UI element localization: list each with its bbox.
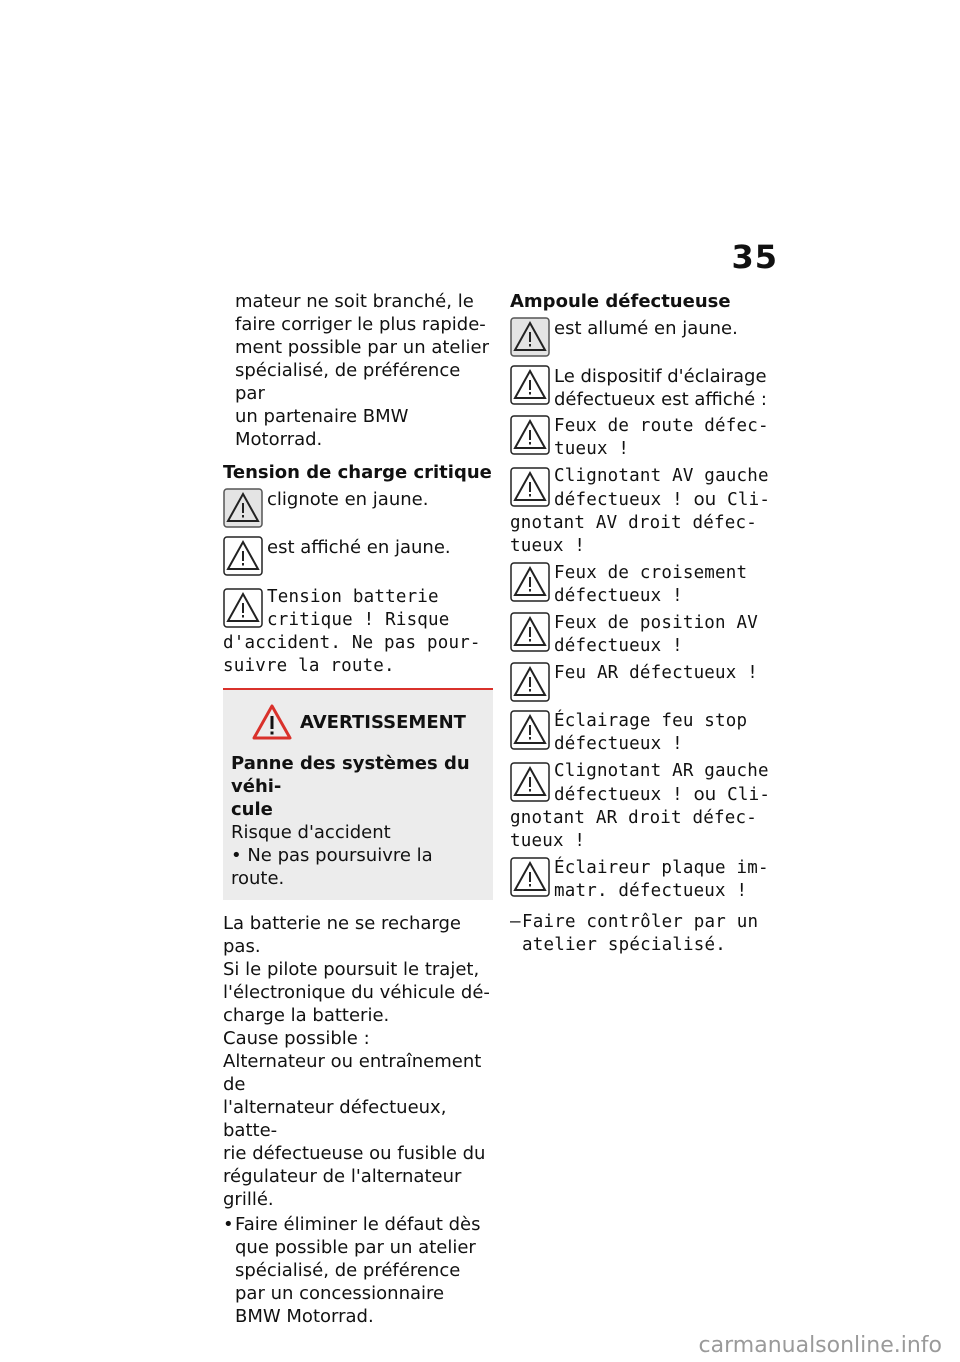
warning-display-icon: [510, 612, 550, 652]
display-message: [510, 612, 782, 658]
indicator-text: est affiché en jaune.: [267, 537, 451, 558]
text-line: BMW Motorrad.: [235, 1306, 374, 1327]
warning-action: • Ne pas poursuivre la route.: [231, 845, 433, 889]
text-line: l'alternateur défectueux, batte-: [223, 1097, 447, 1141]
message-line: Éclaireur plaque im-: [554, 858, 769, 878]
danger-triangle-icon: [252, 704, 292, 740]
indicator-row: [510, 317, 782, 361]
warning-display-icon: [223, 588, 263, 628]
warning-display-icon: [510, 467, 550, 507]
text-line: faire corriger le plus rapide-: [235, 314, 486, 335]
message-line: Clignotant AR gauche: [554, 761, 769, 781]
bullet-icon: •: [223, 1214, 234, 1235]
text-line: Alternateur ou entraînement de: [223, 1051, 482, 1095]
warning-display-icon: [510, 365, 550, 405]
text-line: Faire contrôler par un: [522, 912, 759, 932]
cause-label: Cause possible :: [223, 1028, 370, 1049]
dash-icon: –: [510, 912, 521, 932]
text-line: La batterie ne se recharge pas.: [223, 913, 461, 957]
text-line: cule: [231, 799, 273, 820]
message-line: Tension batterie: [267, 587, 439, 607]
indicator-text: clignote en jaune.: [267, 489, 429, 510]
message-line: Feu AR défectueux !: [554, 663, 758, 683]
text-line: ment possible par un atelier: [235, 337, 489, 358]
message-line: Éclairage feu stop: [554, 711, 748, 731]
warning-display-icon: [510, 415, 550, 455]
text-line: que possible par un atelier: [235, 1237, 476, 1258]
message-line: défectueux !: [554, 636, 683, 656]
warning-risk: Risque d'accident: [231, 822, 391, 843]
text-line: Faire éliminer le défaut dès: [235, 1214, 481, 1235]
warning-display-icon: [510, 662, 550, 702]
bullet-text: [235, 1213, 480, 1328]
text-line: défectueux est affiché :: [554, 389, 767, 410]
message-line: critique ! Risque: [267, 610, 450, 630]
display-row: [510, 365, 782, 411]
body-paragraph: [223, 912, 493, 1211]
action-text: [522, 911, 758, 957]
left-column: [223, 290, 493, 1328]
text-line: atelier spécialisé.: [522, 935, 726, 955]
text-line: charge la batterie.: [223, 1005, 390, 1026]
display-message: [510, 760, 782, 853]
message-line: défectueux !: [554, 734, 683, 754]
message-line: tueux !: [510, 831, 586, 851]
indicator-text: est allumé en jaune.: [554, 318, 738, 339]
text-line: un partenaire BMW Motorrad.: [235, 406, 409, 450]
warning-display-icon: [510, 762, 550, 802]
section-heading: Tension de charge critique: [223, 462, 492, 483]
or-connector: ou: [693, 784, 717, 805]
display-message: [510, 662, 782, 706]
message-line: Feux de croisement: [554, 563, 748, 583]
text-line: l'électronique du véhicule dé-: [223, 982, 490, 1003]
text-line: par un concessionnaire: [235, 1283, 445, 1304]
warning-display-icon: [510, 710, 550, 750]
warning-display-icon: [510, 857, 550, 897]
display-message: [510, 710, 782, 756]
warning-display-icon: [510, 562, 550, 602]
text-line: mateur ne soit branché, le: [235, 291, 474, 312]
message-text: défectueux !: [554, 490, 683, 510]
or-connector: ou: [693, 489, 717, 510]
message-line: défectueux !: [554, 586, 683, 606]
indicator-row: [223, 488, 493, 532]
text-line: Si le pilote poursuit le trajet,: [223, 959, 480, 980]
message-line: Feux de route défec-: [554, 416, 769, 436]
text-line: spécialisé, de préférence: [235, 1260, 461, 1281]
bullet-item: [223, 1213, 493, 1328]
display-message: [510, 562, 782, 608]
warning-title: [231, 704, 487, 740]
warning-light-filled-icon: [510, 317, 550, 357]
action-item: [510, 911, 782, 957]
text-line: régulateur de l'alternateur grillé.: [223, 1166, 462, 1210]
display-message: [510, 415, 782, 461]
page-number: 35: [731, 238, 778, 276]
section-heading: Ampoule défectueuse: [510, 291, 731, 312]
text-line: spécialisé, de préférence par: [235, 360, 461, 404]
display-row: [223, 536, 493, 580]
message-line: tueux !: [510, 536, 586, 556]
text-line: Panne des systèmes du véhi-: [231, 753, 470, 797]
warning-box: [223, 688, 493, 900]
indicator-text: [554, 365, 782, 411]
right-column: [510, 290, 782, 957]
message-text: Cli-: [727, 785, 771, 805]
message-line: tueux !: [554, 439, 630, 459]
text-line: rie défectueuse ou fusible du: [223, 1143, 486, 1164]
message-text: Cli-: [727, 490, 771, 510]
message-line: Feux de position AV: [554, 613, 758, 633]
message-line: suivre la route.: [223, 656, 395, 676]
warning-subtitle: [231, 752, 487, 821]
message-line: matr. défectueux !: [554, 881, 748, 901]
message-line: [510, 488, 782, 512]
warning-light-filled-icon: [223, 488, 263, 528]
warning-title-text: AVERTISSEMENT: [300, 711, 466, 733]
text-line: Le dispositif d'éclairage: [554, 366, 767, 387]
message-line: [510, 783, 782, 807]
message-line: gnotant AV droit défec-: [510, 513, 757, 533]
message-line: d'accident. Ne pas pour-: [223, 633, 481, 653]
warning-display-icon: [223, 536, 263, 576]
message-text: défectueux !: [554, 785, 683, 805]
message-line: gnotant AR droit défec-: [510, 808, 757, 828]
intro-paragraph: [223, 290, 493, 451]
display-message: [510, 465, 782, 558]
display-message: [510, 857, 782, 903]
display-message: [223, 586, 493, 678]
watermark: carmanualsonline.info: [698, 1333, 942, 1358]
message-line: Clignotant AV gauche: [554, 466, 769, 486]
